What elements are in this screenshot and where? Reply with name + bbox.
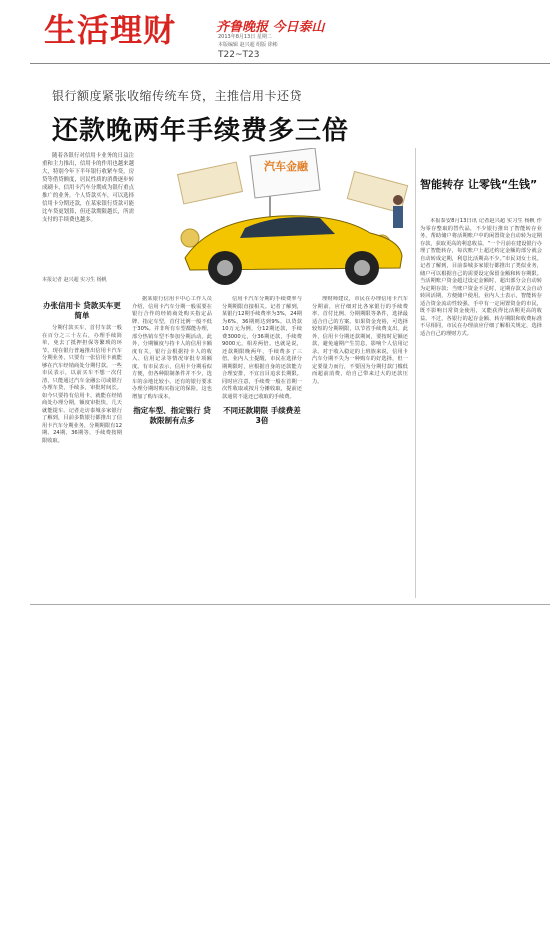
side-story-headline: 智能转存 让零钱“生钱”: [420, 178, 538, 191]
banner-label: 汽车金融: [264, 160, 308, 173]
newspaper-brand: 齐鲁晚报 今日泰山: [216, 20, 325, 35]
issue-date: 2013年8月13日 星期二: [218, 34, 272, 40]
article-intro: [42, 152, 134, 267]
column-text: 分期付款买车，首付车款一般在百分之三十左右，办理手续简单，免去了抵押担保等繁琐的环节。现在银行普遍推出信用卡汽车分期业务，只要有一张信用卡就能够在汽车经销商处分期付款。一些市民表示，以前买车不想一次付清，只能通过汽车金融公司或银行办理车贷，手续多，审批时间长。如今只要持有信用卡，就能在经销商处办理分期，额度审批快，几天就能提车。记者走访泰城多家银行了解到，目前多数银行都推出了信用卡汽车分期业务，分期期限有12期、24期、36期等，手续费按期限收取。: [42, 325, 122, 444]
intro-text: 随着各银行对信用卡业务的日益注重和主力推出，信用卡的作用也越来越大，特别今年下半年银行收紧车贷，房贷等借贷额度，居民性质的消费逐步转成刷卡，信用卡汽车分期成为银行重点推广的业务。个人贷款买车，可以选择信用卡分期还款，在某家银行贷款可能比车贷更划算，但还款期限越长，所需支付的手续费也越多。: [42, 153, 134, 223]
article-column: [222, 296, 302, 598]
article-headline: 还款晚两年手续费多三倍: [52, 116, 350, 146]
side-story-body: [420, 218, 542, 598]
article-column: [312, 296, 408, 598]
page-numbers: T22~T23: [218, 50, 260, 60]
column-text: 据某银行信用卡中心工作人员介绍，信用卡汽车分期一般需要在银行合作的经销商处购买指定品牌、指定车型，首付比例一般不低于30%。并非所有车型都能办理，部分热销车型不参加分期活动。此外，分期额度与持卡人的信用卡额度有关，银行会根据持卡人的收入、信用记录等情况审批专项额度。有市民表示，信用卡分期看似方便，但各种限制条件并不少，选车的余地比较小。还有的银行要求办理分期时购买指定的保险，这也增加了购车成本。: [132, 296, 212, 400]
side-story-text: 本报泰安8月13日讯 记者赵兴超 实习生 杨帆 作为零存整取的替代品，不少银行推出了智能转存业务，帮助储户将活期账户中的闲置资金自动转为定期存款，获取更高的利息收益。“一个月前在建设银行办理了智能转存，每次账户上超过约定金额的部分就会自动转成定期，利息比活期高不少。”市民刘女士说。记者了解到，目前泰城多家银行都推出了类似业务，储户可以根据自己的需要设定保留金额和转存期限。当活期账户资金超过设定金额时，超出部分会自动转为定期存款；当账户资金不足时，定期存款又会自动转回活期，方便储户使用。业内人士表示，智能转存适合资金流动性较强、手中有一定闲置资金的市民，既不影响日常资金使用，又能获得比活期更高的收益。不过，各银行的起存金额、转存期限和收费标准不尽相同，市民在办理前应仔细了解相关规定，选择适合自己的理财方式。: [420, 218, 542, 337]
column-text: 信用卡汽车分期的手续费率与分期期限直接相关。记者了解到，某银行12期手续费率为3%，24期为6%，36期则达到9%。以贷款10万元为例，分12期还款，手续费3000元，分36期还款，手续费9000元，相差两倍。也就是说，还款期限晚两年，手续费多了三倍。业内人士提醒，市民在选择分期期限时，应根据自身的还款能力合理安排，不宜盲目追求长期限。同时应注意，手续费一般在首期一次性收取或按月分摊收取，提前还款通常不退还已收取的手续费。: [222, 296, 302, 400]
section-heading: 办张信用卡 贷款买车更简单: [43, 301, 121, 320]
article-column: [132, 296, 212, 598]
section-heading: 指定车型、指定银行 贷款限制有点多: [133, 406, 211, 425]
editor-credits: 本版编辑 赵兴超 组版 徐彬: [218, 42, 278, 48]
article-column: [42, 296, 122, 598]
byline: 本报记者 赵兴超 实习生 杨帆: [42, 277, 107, 283]
masthead-divider: [30, 63, 550, 64]
page-bottom-divider: [30, 604, 550, 605]
column-divider: [415, 148, 416, 598]
people-graphic: [393, 195, 403, 228]
finance-banner: [250, 148, 320, 218]
section-title: 生活理财: [44, 11, 177, 49]
section-heading: 不同还款期限 手续费差3倍: [223, 406, 301, 425]
sports-car-graphic: [185, 216, 402, 285]
car-finance-illustration: [150, 148, 420, 293]
column-text: 理财师建议，市民在办理信用卡汽车分期前，应仔细对比各家银行的手续费率、首付比例、分期期限等条件，选择最适合自己的方案。如果资金充裕，可选择较短的分期期限，以节省手续费支出。此外，信用卡分期还款期间，要按时足额还款，避免逾期产生罚息，影响个人信用记录。对于收入稳定的上班族来说，信用卡汽车分期不失为一种购车的好选择，但一定要量力而行，不要因为分期付款门槛低而超前消费，给自己带来过大的还款压力。: [312, 296, 408, 385]
article-subheadline: 银行额度紧张收缩传统车贷，主推信用卡还贷: [52, 89, 303, 103]
